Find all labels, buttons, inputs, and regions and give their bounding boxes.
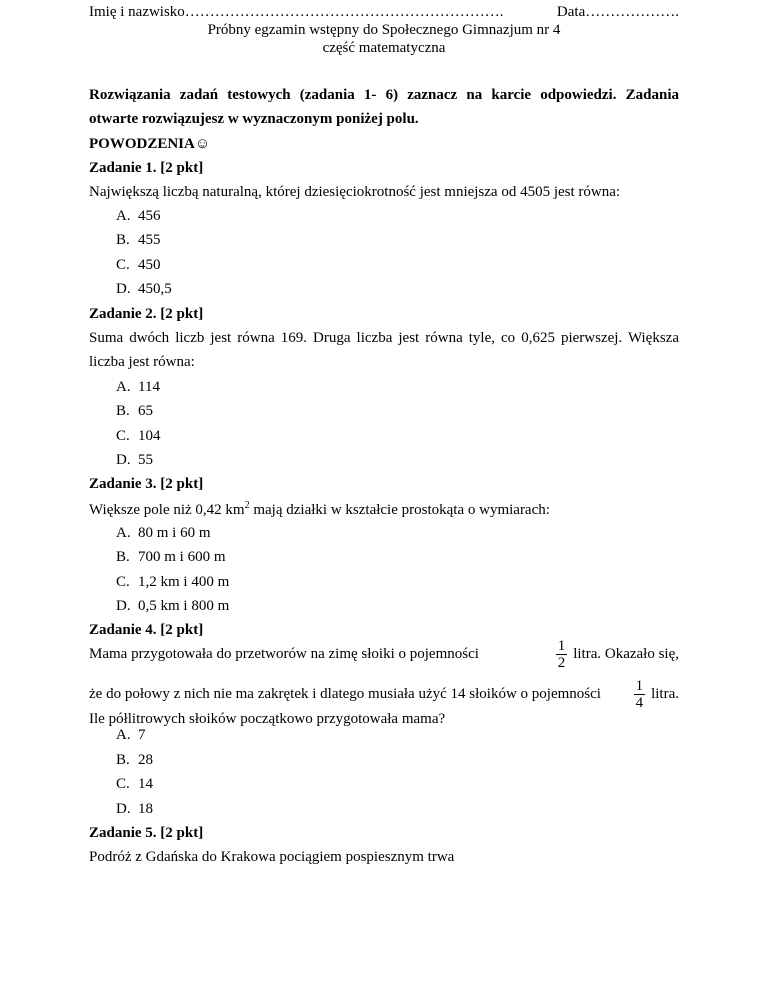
date-field-label: Data……………….	[556, 4, 679, 20]
task-1-option-b[interactable]: B. 455	[116, 232, 161, 248]
task-4-title: Zadanie 4. [2 pkt]	[89, 622, 204, 638]
task-3-option-d[interactable]: D. 0,5 km i 800 m	[116, 598, 230, 614]
task-4-option-b[interactable]: B. 28	[116, 752, 153, 768]
exam-title: Próbny egzamin wstępny do Społecznego Gimnazjum nr 4	[207, 22, 561, 38]
instructions-line-2: otwarte rozwiązujesz w wyznaczonym poniżej polu.	[89, 111, 419, 127]
task-5-question: Podróż z Gdańska do Krakowa pociągiem pospiesznym trwa	[89, 849, 455, 865]
fraction-one-half: $\frac{1}{2}$	[557, 638, 566, 671]
task-4-option-d[interactable]: D. 18	[116, 801, 153, 817]
task-5-title: Zadanie 5. [2 pkt]	[89, 825, 204, 841]
fraction-one-quarter: $\frac{1}{4}$	[635, 678, 644, 711]
task-3-question: Większe pole niż 0,42 $km^2$ mają działki w kształcie prostokąta o wymiarach:	[89, 500, 550, 518]
task-2-option-c[interactable]: C. 104	[116, 428, 161, 444]
good-luck-text: POWODZENIA☺	[89, 136, 211, 152]
task-3-option-c[interactable]: C. 1,2 km i 400 m	[116, 574, 230, 590]
task-3-option-b[interactable]: B. 700 m i 600 m	[116, 549, 226, 565]
task-2-question-line-1: Suma dwóch liczb jest równa 169. Druga liczba jest równa tyle, co 0,625 pierwszej. Większa	[89, 330, 679, 346]
task-1-option-c[interactable]: C. 450	[116, 257, 161, 273]
name-field-label: Imię i nazwisko……………………………………………………….	[89, 4, 504, 20]
instructions-line-1: Rozwiązania zadań testowych (zadania 1- 6) zaznacz na karcie odpowiedzi. Zadania	[89, 87, 679, 103]
task-3-option-a[interactable]: A. 80 m i 60 m	[116, 525, 211, 541]
task-2-option-a[interactable]: A. 114	[116, 379, 160, 395]
task-4-option-c[interactable]: C. 14	[116, 776, 153, 792]
task-4-option-a[interactable]: A. 7	[116, 727, 146, 743]
task-2-option-d[interactable]: D. 55	[116, 452, 153, 468]
task-3-title: Zadanie 3. [2 pkt]	[89, 476, 204, 492]
task-4-question-line-2: że do połowy z nich nie ma zakrętek i dlatego musiała użyć 14 słoików o pojemności $\frac{1}{4}$ litra.	[89, 678, 679, 711]
header-row	[89, 4, 679, 21]
exam-subtitle: część matematyczna	[322, 40, 446, 56]
task-2-title: Zadanie 2. [2 pkt]	[89, 306, 204, 322]
task-4-question-line-3: Ile półlitrowych słoików początkowo przygotowała mama?	[89, 711, 446, 727]
task-1-question: Największą liczbą naturalną, której dziesięciokrotność jest mniejsza od 4505 jest równa:	[89, 184, 621, 200]
task-4-question-line-1: Mama przygotowała do przetworów na zimę słoiki o pojemności $\frac{1}{2}$ litra. Okazało się,	[89, 638, 679, 671]
task-2-question-line-2: liczba jest równa:	[89, 354, 195, 370]
task-1-option-d[interactable]: D. 450,5	[116, 281, 172, 297]
task-1-title: Zadanie 1. [2 pkt]	[89, 160, 204, 176]
task-2-option-b[interactable]: B. 65	[116, 403, 153, 419]
task-1-option-a[interactable]: A. 456	[116, 208, 161, 224]
